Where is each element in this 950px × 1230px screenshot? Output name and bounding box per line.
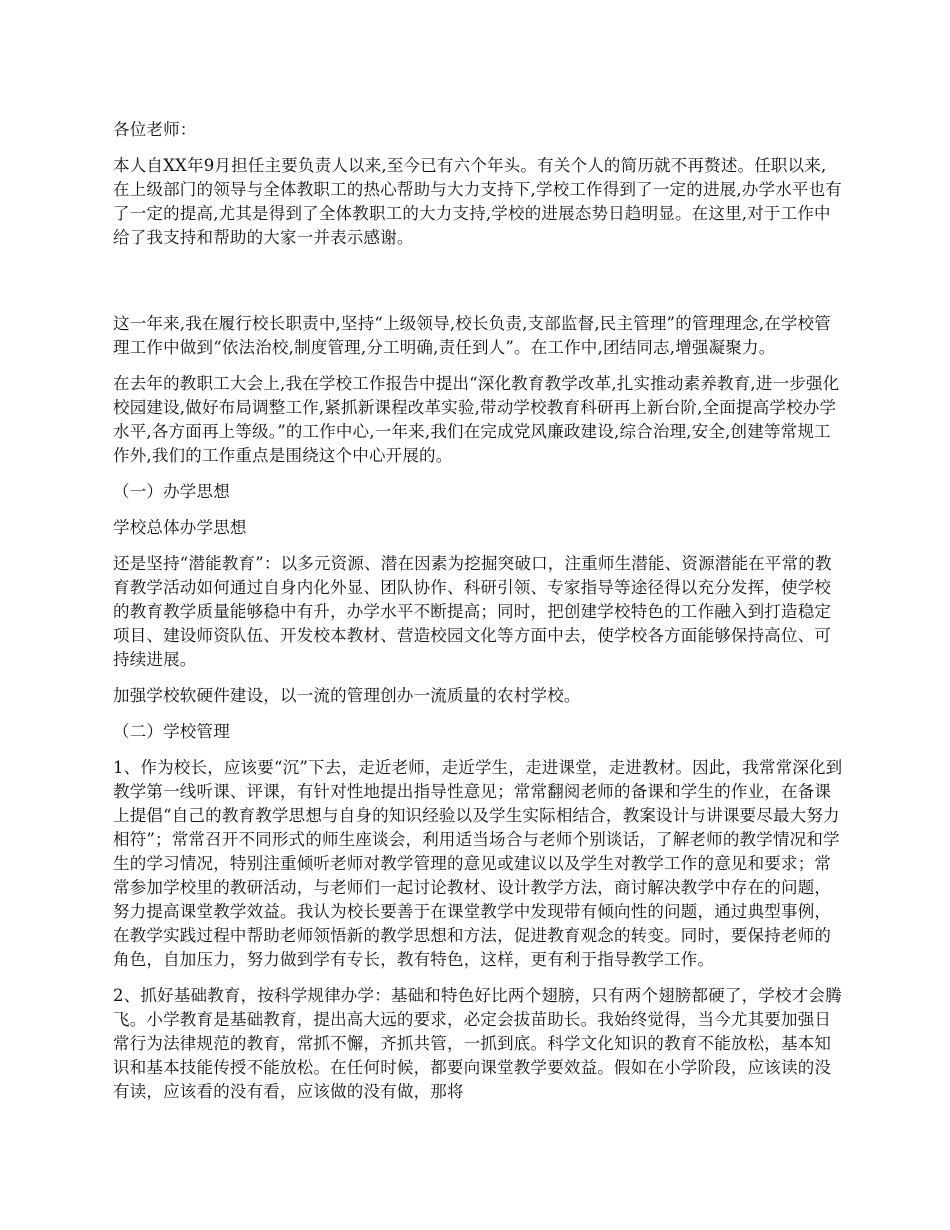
paragraph-point-2: 2、抓好基础教育，按科学规律办学：基础和特色好比两个翅膀，只有两个翅膀都硬了，学校才会腾飞。小学教育是基础教育，提出高大远的要求，必定会拔苗助长。我始终觉得，当今尤其要加强日常行为法律规范的教育，常抓不懈，齐抓共管，一抓到底。科学文化知识的教育不能放松，基本知识和基本技能传授不能放松。在任何时候，都要向课堂教学要效益。假如在小学阶段，应该读的没有读，应该看的没有看，应该做的没有做，那将 [113, 986, 842, 1101]
paragraph-intro: 本人自XX年9月担任主要负责人以来,至今已有六个年头。有关个人的简历就不再赘述。任职以来,在上级部门的领导与全体教职工的热心帮助与大力支持下,学校工作得到了一定的进展,办学水平也有了一定的提高,尤其是得到了全体教职工的大力支持,学校的进展态势日趋明显。在这里,对于工作中给了我支持和帮助的大家一并表示感谢。 [113, 156, 842, 247]
paragraph-work-report: 在去年的教职工大会上,我在学校工作报告中提出“深化教育教学改革,扎实推动素养教育,进一步强化校园建设,做好布局调整工作,紧抓新课程改革实验,带动学校教育科研再上新台阶,全面提高学校办学水平,各方面再上等级。”的工作中心,一年来,我们在完成党风廉政建设,综合治理,安全,创建等常规工作外,我们的工作重点是围绕这个中心开展的。 [113, 374, 840, 465]
greeting: 各位老师： [113, 120, 197, 139]
paragraph-point-1: 1、作为校长，应该要“沉”下去，走近老师，走近学生，走进课堂，走进教材。因此，我常常深化到教学第一线听课、评课，有针对性地提出指导性意见；常常翻阅老师的备课和学生的作业，在备课上提倡“自己的教育教学思想与自身的知识经验以及学生实际相结合，教案设计与讲课要尽最大努力相符”；常常召开不同形式的师生座谈会，利用适当场合与老师个别谈话，了解老师的教学情况和学生的学习情况，特别注重倾听老师对教学管理的意见或建议以及学生对教学工作的意见和要求；常常参加学校里的教研活动，与老师们一起讨论教材、设计教学方法，商讨解决教学中存在的问题，努力提高课堂教学效益。我认为校长要善于在课堂教学中发现带有倾向性的问题，通过典型事例，在教学实践过程中帮助老师领悟新的教学思想和方法，促进教育观念的转变。同时，要保持老师的角色，自加压力，努力做到学有专长，教有特色，这样，更有利于指导教学工作。 [113, 758, 843, 969]
section-heading-1: （一）办学思想 [113, 482, 230, 501]
paragraph-potential-education: 还是坚持“潜能教育”：以多元资源、潜在因素为挖掘突破口，注重师生潜能、资源潜能在平常的教育教学活动如何通过自身内化外显、团队协作、科研引领、专家指导等途径得以充分发挥，使学校的教育教学质量能够稳中有升，办学水平不断提高；同时，把创建学校特色的工作融入到打造稳定项目、建设师资队伍、开发校本教材、营造校园文化等方面中去，使学校各方面能够保持高位、可持续进展。 [113, 554, 832, 669]
paragraph-construction: 加强学校软硬件建设，以一流的管理创办一流质量的农村学校。 [113, 686, 581, 705]
section-heading-2: （二）学校管理 [113, 722, 230, 741]
subheading-overall-thought: 学校总体办学思想 [113, 518, 247, 537]
document-body [113, 118, 843, 1104]
paragraph-management-philosophy: 这一年来,我在履行校长职责中,坚持“上级领导,校长负责,支部监督,民主管理”的管理理念,在学校管理工作中做到“依法治校,制度管理,分工明确,责任到人”。在工作中,团结同志,增强凝聚力。 [113, 314, 831, 357]
